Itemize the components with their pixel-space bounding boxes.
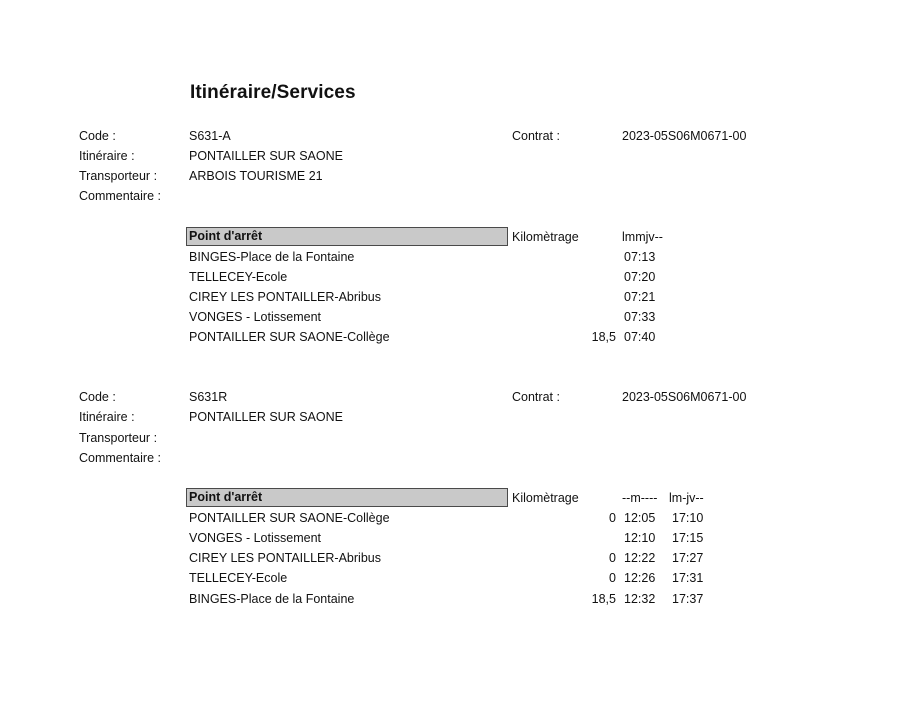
stop-name: VONGES - Lotissement: [189, 531, 321, 545]
table-header-days: lmmjv--: [622, 230, 663, 244]
stop-name: PONTAILLER SUR SAONE-Collège: [189, 330, 390, 344]
stop-name: CIREY LES PONTAILLER-Abribus: [189, 290, 381, 304]
table-header-stop: [186, 227, 508, 246]
table-header-stop-label: Point d'arrêt: [189, 229, 263, 243]
contrat-value: 2023-05S06M0671-00: [622, 390, 747, 404]
commentaire-label: Commentaire :: [79, 189, 161, 203]
stop-km: 0: [609, 571, 616, 585]
page-title: Itinéraire/Services: [190, 82, 356, 103]
contrat-label: Contrat :: [512, 129, 560, 143]
stop-time: 12:26: [624, 571, 656, 585]
contrat-label: Contrat :: [512, 390, 560, 404]
stop-name: BINGES-Place de la Fontaine: [189, 592, 355, 606]
stop-time: 17:10: [672, 511, 704, 525]
stop-name: BINGES-Place de la Fontaine: [189, 250, 355, 264]
stop-time: 17:31: [672, 571, 704, 585]
stop-km: 0: [609, 551, 616, 565]
stop-km: 18,5: [591, 330, 616, 344]
code-label: Code :: [79, 390, 116, 404]
commentaire-label: Commentaire :: [79, 451, 161, 465]
itineraire-value: PONTAILLER SUR SAONE: [189, 149, 343, 163]
stop-km: 0: [609, 511, 616, 525]
stop-name: VONGES - Lotissement: [189, 310, 321, 324]
stop-time: 07:21: [624, 290, 656, 304]
stop-name: TELLECEY-Ecole: [189, 270, 288, 284]
stop-time: 17:27: [672, 551, 704, 565]
stop-name: PONTAILLER SUR SAONE-Collège: [189, 511, 390, 525]
stop-name: TELLECEY-Ecole: [189, 571, 288, 585]
table-header-days: lm-jv--: [669, 491, 704, 505]
stop-km: 18,5: [591, 592, 616, 606]
transporteur-value: ARBOIS TOURISME 21: [189, 169, 323, 183]
itineraire-label: Itinéraire :: [79, 149, 135, 163]
stop-name: CIREY LES PONTAILLER-Abribus: [189, 551, 381, 565]
table-header-days: --m----: [622, 491, 658, 505]
table-header-stop: [186, 488, 508, 507]
stop-time: 07:20: [624, 270, 656, 284]
contrat-value: 2023-05S06M0671-00: [622, 129, 747, 143]
stop-time: 12:22: [624, 551, 656, 565]
code-value: S631-A: [189, 129, 231, 143]
table-header-km: Kilomètrage: [512, 230, 579, 244]
stop-time: 17:37: [672, 592, 704, 606]
table-header-km: Kilomètrage: [512, 491, 579, 505]
table-header-stop-label: Point d'arrêt: [189, 490, 263, 504]
transporteur-label: Transporteur :: [79, 431, 158, 445]
transporteur-label: Transporteur :: [79, 169, 158, 183]
stop-time: 12:10: [624, 531, 656, 545]
stop-time: 07:33: [624, 310, 656, 324]
stop-time: 17:15: [672, 531, 704, 545]
itineraire-label: Itinéraire :: [79, 410, 135, 424]
stop-time: 07:40: [624, 330, 656, 344]
code-label: Code :: [79, 129, 116, 143]
itineraire-value: PONTAILLER SUR SAONE: [189, 410, 343, 424]
stop-time: 07:13: [624, 250, 656, 264]
stop-time: 12:05: [624, 511, 656, 525]
code-value: S631R: [189, 390, 228, 404]
stop-time: 12:32: [624, 592, 656, 606]
